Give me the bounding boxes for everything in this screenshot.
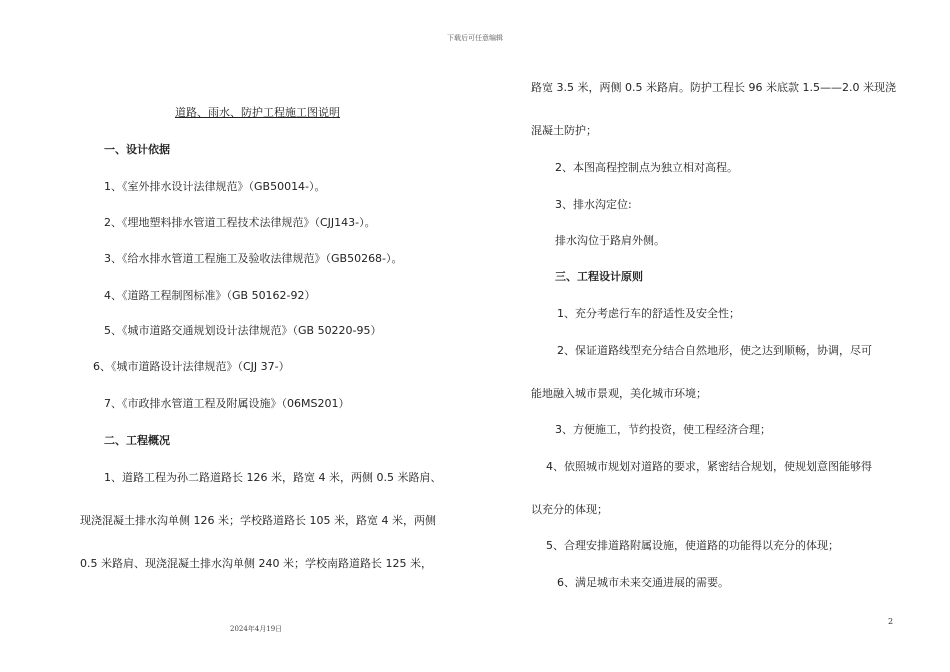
- principle-line: 4、依照城市规划对道路的要求，紧密结合规划，使规划意图能够得: [546, 460, 872, 473]
- principle-line: 6、满足城市未来交通进展的需要。: [557, 576, 729, 589]
- overview-line: 现浇混凝土排水沟单侧 126 米；学校路道路长 105 米，路宽 4 米，两侧: [80, 514, 436, 527]
- principle-line: 3、方便施工，节约投资，使工程经济合理；: [555, 423, 771, 436]
- principle-line: 能地融入城市景观，美化城市环境；: [531, 387, 707, 400]
- design-basis-item: 2、《埋地塑料排水管道工程技术法律规范》（CJJ143-）。: [104, 216, 376, 229]
- design-basis-item: 5、《城市道路交通规划设计法律规范》（GB 50220-95）: [104, 324, 382, 337]
- principle-line: 以充分的体现；: [531, 503, 608, 516]
- principle-line: 1、充分考虑行车的舒适性及安全性；: [557, 307, 740, 320]
- section-heading-design-principles: 三、工程设计原则: [555, 270, 643, 283]
- overview-continuation-line: 混凝土防护；: [531, 124, 597, 137]
- design-basis-item: 7、《市政排水管道工程及附属设施》（06MS201）: [104, 397, 350, 410]
- page-number: 2: [888, 617, 894, 626]
- page-header: 下载后可任意编辑: [447, 34, 503, 42]
- overview-line: 0.5 米路肩、现浇混凝土排水沟单侧 240 米；学校南路道路长 125 米，: [80, 557, 432, 570]
- design-basis-item: 6、《城市道路设计法律规范》（CJJ 37-）: [93, 360, 290, 373]
- section-heading-design-basis: 一、设计依据: [104, 143, 170, 156]
- principle-line: 2、保证道路线型充分结合自然地形，使之达到顺畅，协调，尽可: [557, 344, 872, 357]
- overview-item-ditch: 3、排水沟定位:: [555, 198, 632, 211]
- design-basis-item: 1、《室外排水设计法律规范》（GB50014-）。: [104, 180, 326, 193]
- overview-item-elevation: 2、本图高程控制点为独立相对高程。: [555, 161, 738, 174]
- overview-line: 1、道路工程为孙二路道路长 126 米，路宽 4 米，两侧 0.5 米路肩、: [104, 471, 442, 484]
- footer-date: 2024年4月19日: [230, 625, 283, 633]
- principle-line: 5、合理安排道路附属设施，使道路的功能得以充分的体现；: [546, 539, 839, 552]
- design-basis-item: 3、《给水排水管道工程施工及验收法律规范》（GB50268-）。: [104, 252, 403, 265]
- overview-item-ditch-detail: 排水沟位于路肩外侧。: [555, 234, 665, 247]
- overview-continuation-line: 路宽 3.5 米，两侧 0.5 米路肩。防护工程长 96 米底款 1.5——2.0 米现浇: [531, 81, 896, 94]
- design-basis-item: 4、《道路工程制图标准》（GB 50162-92）: [104, 289, 316, 302]
- document-title: 道路、雨水、防护工程施工图说明: [175, 106, 340, 119]
- section-heading-project-overview: 二、工程概况: [104, 434, 170, 447]
